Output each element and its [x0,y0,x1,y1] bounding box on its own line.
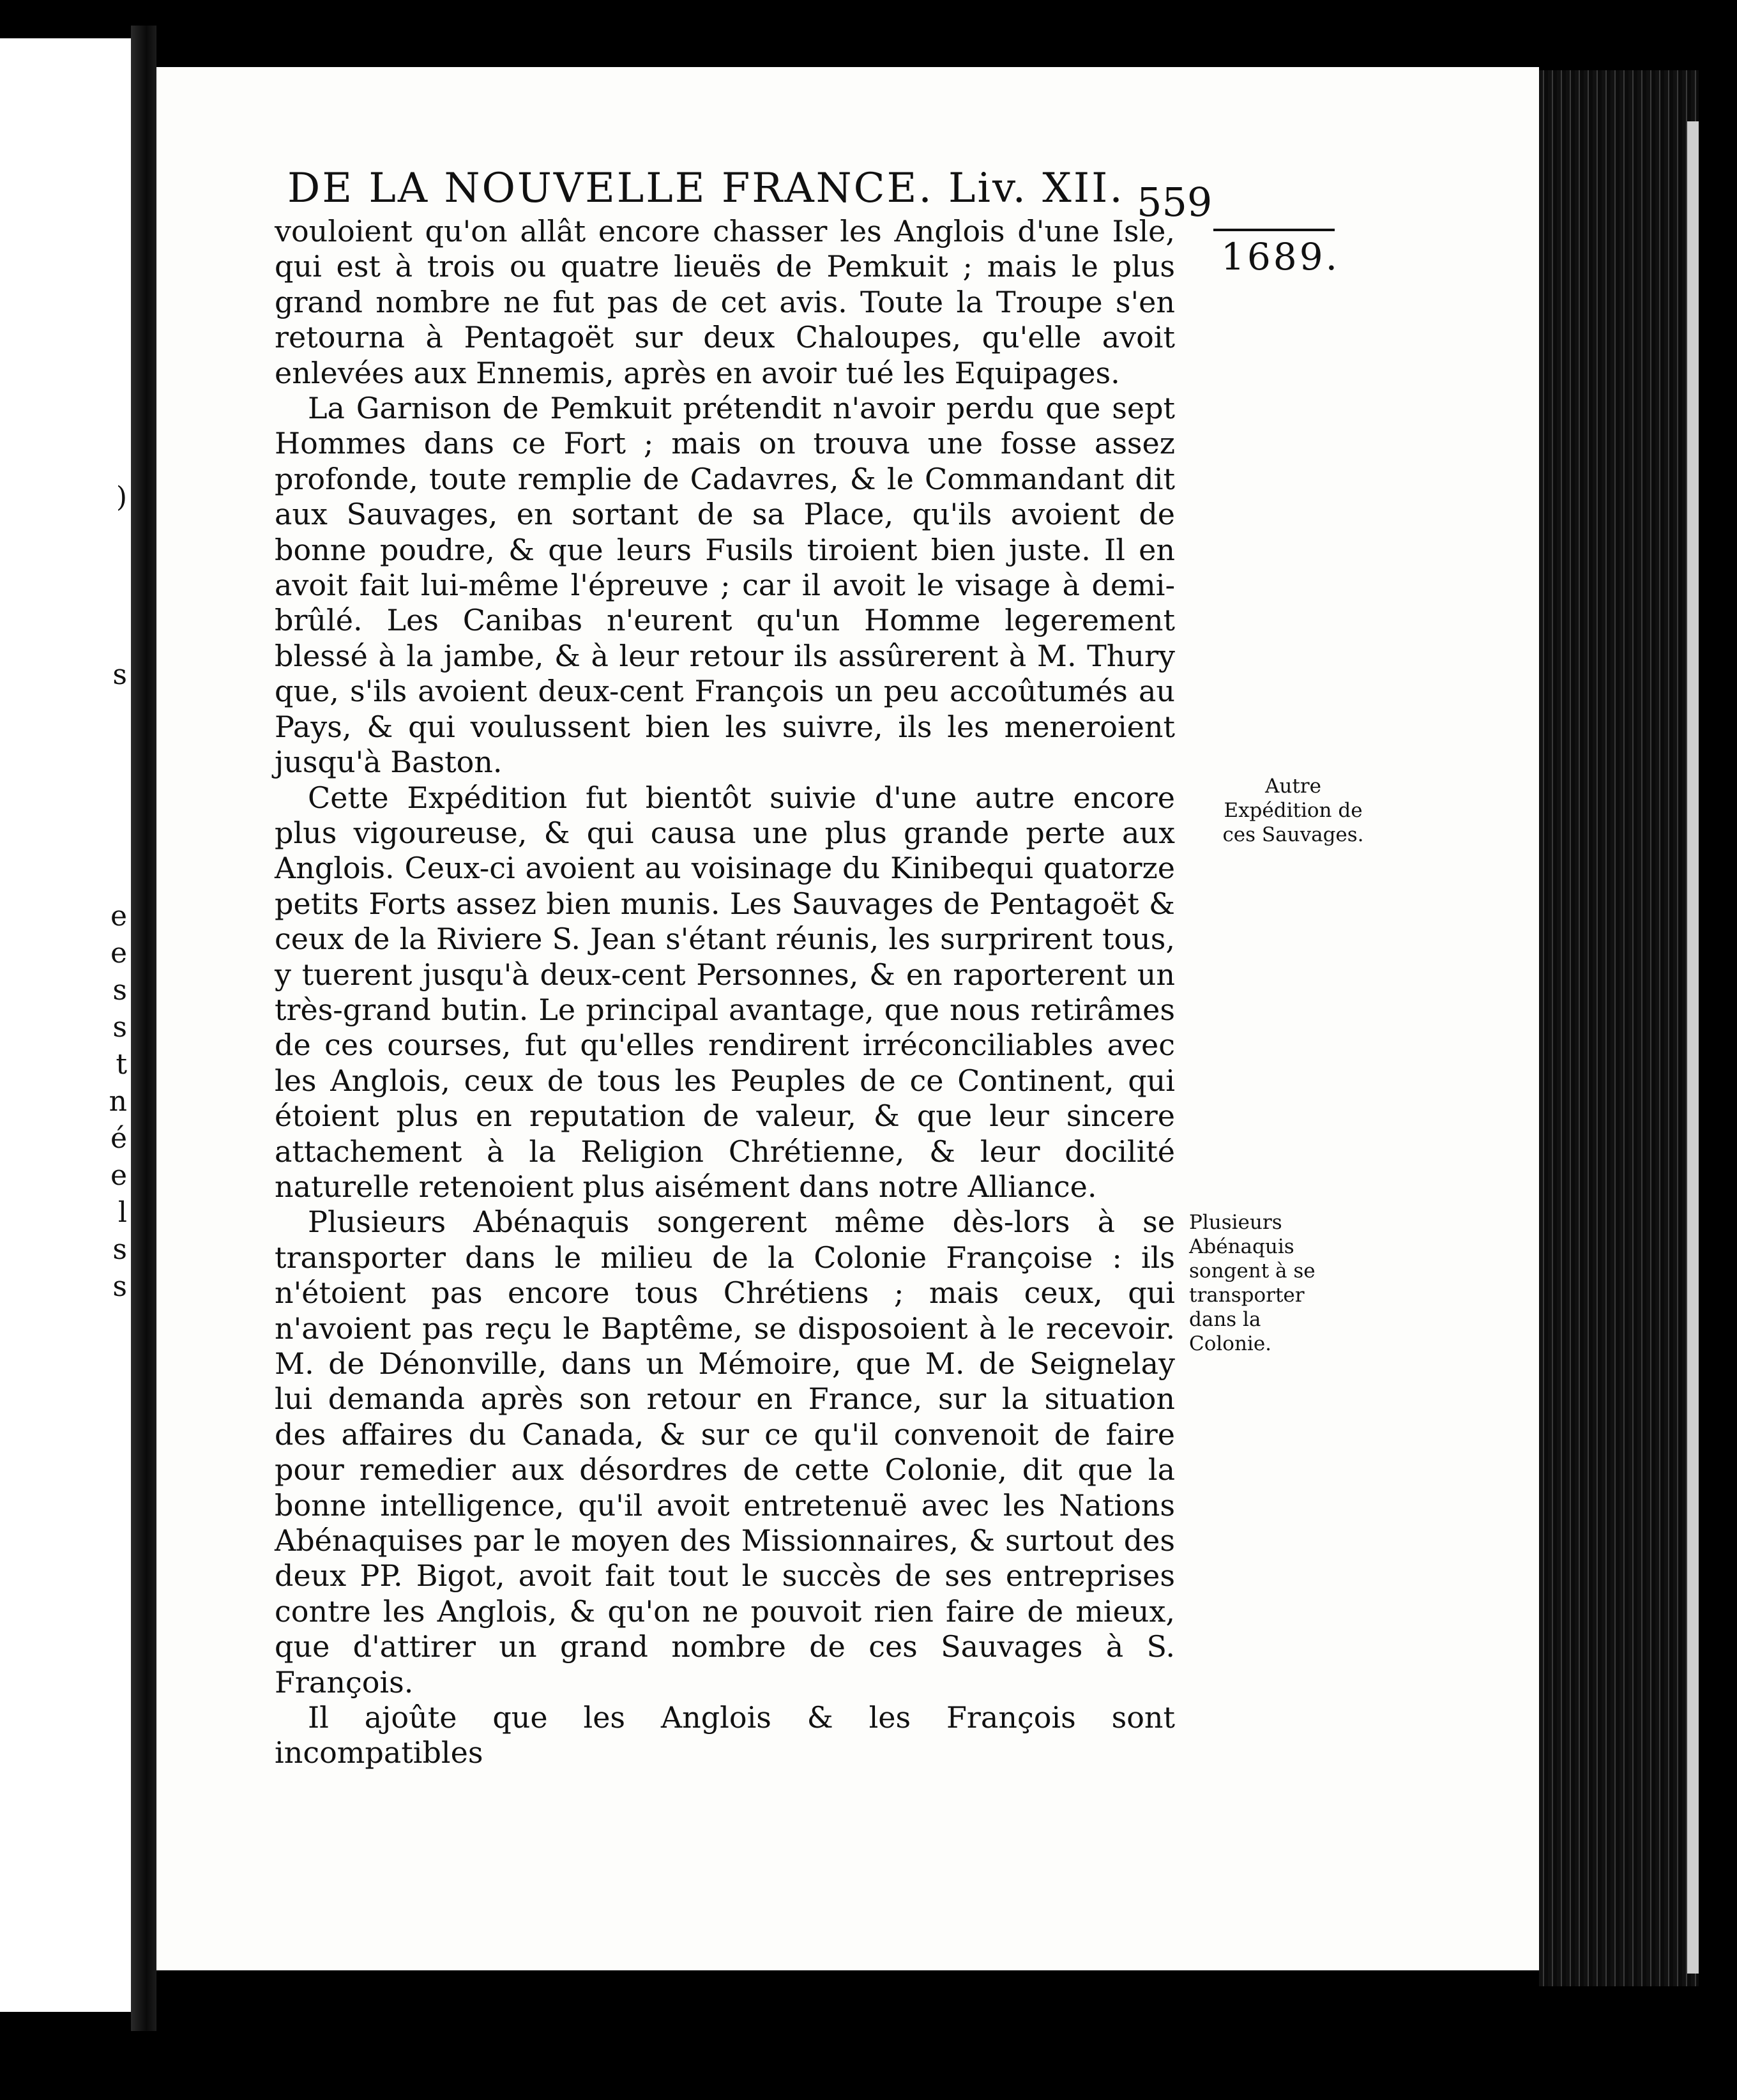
running-title: DE LA NOUVELLE FRANCE. Liv. XII. [287,165,1125,212]
page-stack-edge [1539,70,1699,1986]
margin-note: Plusieurs Abénaquis songent à se transporter dans la Colonie. [1189,1211,1316,1355]
paragraph: Il ajoûte que les Anglois & les François sont incompatibles [275,1700,1175,1770]
edge-char: s [112,658,127,691]
margin-rule [1213,229,1335,231]
paragraph: Plusieurs Abénaquis songerent même dès-lors à se transporter dans le milieu de la Colonie Françoise : ils n'étoient pas encore tous Chrétiens ; mais ceux, qui n'avoient pas reçu le Baptême, se disposoient à le recevoir. M. de Dénonville, dans un Mémoire, que M. de Seignelay lui demanda après son retour en France, sur la situation des affaires du Canada, & sur ce qu'il convenoit de faire pour remedier aux désordres de cette Colonie, dit que la bonne intelligence, qu'il avoit entretenuë avec les Nations Abénaquises par le moyen des Missionnaires, & surtout des deux PP. Bigot, avoit fait tout le succès de ses entreprises contre les Anglois, & qu'on ne pouvoit rien faire de mieux, que d'attirer un grand nombre de ces Sauvages à S. François. [275,1205,1175,1700]
paragraph: Cette Expédition fut bientôt suivie d'une autre encore plus vigoureuse, & qui causa une plus grande perte aux Anglois. Ceux-ci avoient au voisinage du Kinibequi quatorze petits Forts assez bien munis. Les Sauvages de Pentagoët & ceux de la Riviere S. Jean s'étant réunis, les surprirent tous, y tuerent jusqu'à deux-cent Personnes, & en raporterent un très-grand butin. Le principal avantage, que nous retirâmes de ces courses, fut qu'elles rendirent irréconciliables avec les Anglois, ceux de tous les Peuples de ce Continent, qui étoient plus en reputation de valeur, & que leur sincere attachement à la Religion Chrétienne, & leur docilité naturelle retenoient plus aisément dans notre Alliance. [275,780,1175,1204]
edge-char: e [110,937,127,970]
paragraph: vouloient qu'on allât encore chasser les Anglois d'une Isle, qui est à trois ou quatre lieuës de Pemkuit ; mais le plus grand nombre ne fut pas de cet avis. Toute la Troupe s'en retourna à Pentagoët sur deux Chaloupes, qu'elle avoit enlevées aux Ennemis, après en avoir tué les Equipages. [275,214,1175,390]
edge-char: s [112,1233,127,1266]
facing-page-edge-text [102,38,127,1305]
edge-char: t [116,1048,127,1081]
margin-note: Autre Expédition de ces Sauvages. [1222,775,1364,846]
page-number: 559 [1137,179,1213,225]
edge-char: s [112,1270,127,1303]
edge-char: s [112,974,127,1007]
margin-year: 1689. [1221,235,1340,278]
edge-char: é [110,1122,127,1155]
edge-char: s [112,1011,127,1044]
edge-char: ) [116,481,127,514]
edge-char: e [110,1159,127,1192]
main-text [275,214,1175,1771]
facing-page-fragment [0,38,131,2012]
book-gutter [131,26,156,2031]
paragraph: La Garnison de Pemkuit prétendit n'avoir perdu que sept Hommes dans ce Fort ; mais on trouva une fosse assez profonde, toute remplie de Cadavres, & le Commandant dit aux Sauvages, en sortant de sa Place, qu'ils avoient de bonne poudre, & que leurs Fusils tiroient bien juste. Il en avoit fait lui-même l'épreuve ; car il avoit le visage à demi-brûlé. Les Canibas n'eurent qu'un Homme legerement blessé à la jambe, & à leur retour ils assûrerent à M. Thury que, s'ils avoient deux-cent François un peu accoûtumés au Pays, & qui voulussent bien les suivre, ils les meneroient jusqu'à Baston. [275,391,1175,780]
edge-char: e [110,900,127,932]
edge-char: l [118,1196,127,1229]
edge-char: n [109,1085,127,1118]
